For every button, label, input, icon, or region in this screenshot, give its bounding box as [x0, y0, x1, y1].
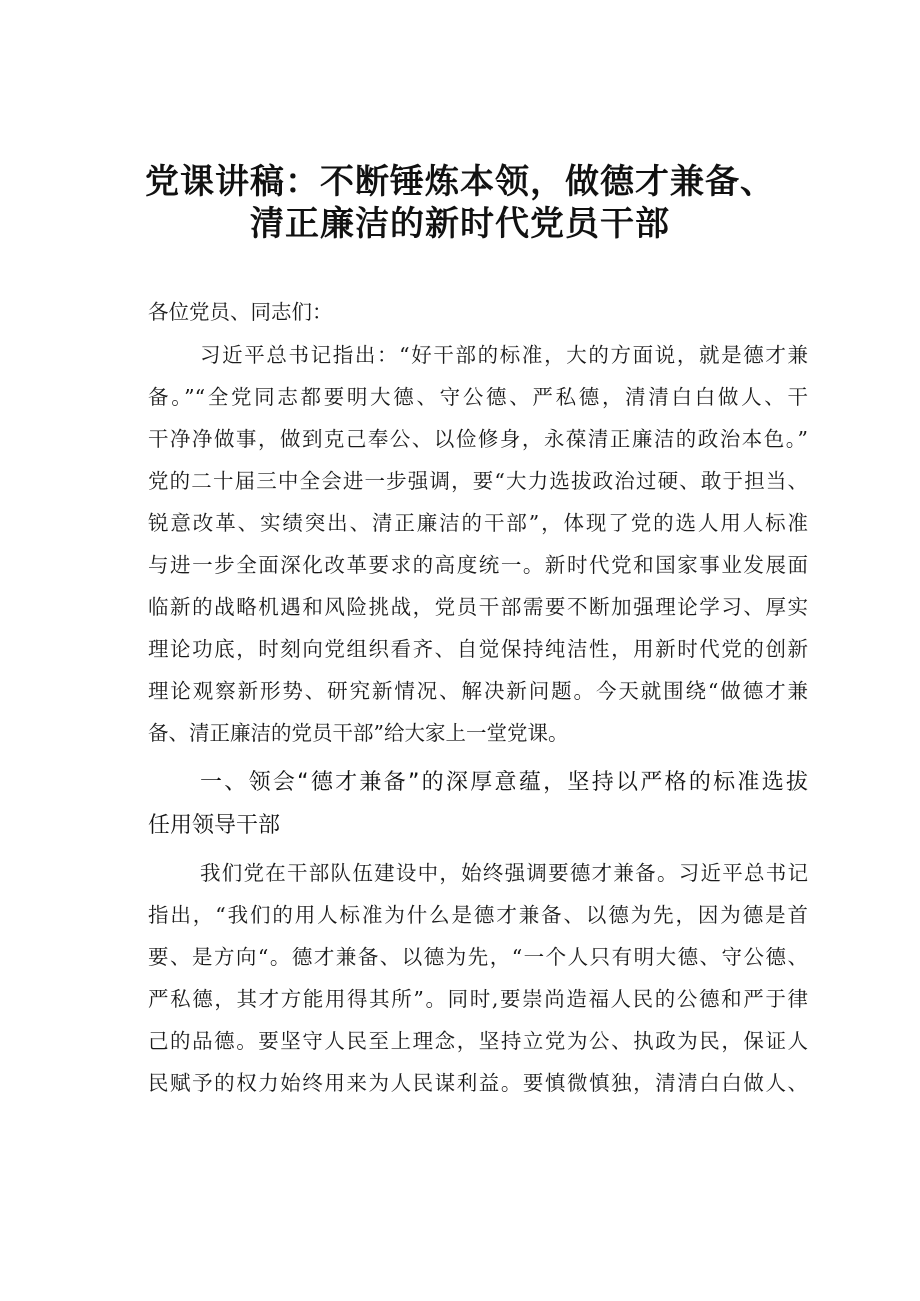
section-paragraph-line: 民赋予的权力始终用来为人民谋利益。要慎微慎独，清清白白做人、	[148, 1071, 808, 1095]
intro-paragraph-line: 习近平总书记指出：“好干部的标准，大的方面说，就是德才兼	[200, 343, 808, 367]
section-paragraph-line: 严私德，其才方能用得其所”。同时,要崇尚造福人民的公德和严于律	[148, 987, 808, 1011]
intro-paragraph-line: 党的二十届三中全会进一步强调，要“大力选拔政治过硬、敢于担当、	[148, 469, 808, 493]
salutation: 各位党员、同志们：	[148, 300, 333, 324]
section-paragraph-line: 指出，“我们的用人标准为什么是德才兼备、以德为先，因为德是首	[148, 903, 808, 927]
intro-paragraph-line: 锐意改革、实绩突出、清正廉洁的干部”，体现了党的选人用人标准	[148, 511, 808, 535]
section-paragraph-line: 我们党在干部队伍建设中，始终强调要德才兼备。习近平总书记	[200, 861, 808, 885]
intro-paragraph-line: 干净净做事，做到克己奉公、以俭修身，永葆清正廉洁的政治本色。”	[148, 427, 808, 451]
intro-paragraph-line: 备、清正廉洁的党员干部”给大家上一堂党课。	[148, 721, 569, 745]
intro-paragraph-line: 备。”“全党同志都要明大德、守公德、严私德，清清白白做人、干	[148, 385, 808, 409]
section-heading-line-1: 一、领会“德才兼备”的深厚意蕴，坚持以严格的标准选拔	[200, 770, 808, 795]
section-paragraph-line: 己的品德。要坚守人民至上理念，坚持立党为公、执政为民，保证人	[148, 1029, 808, 1053]
document-title-line-2: 清正廉洁的新时代党员干部	[250, 204, 670, 244]
document-title-line-1: 党课讲稿：不断锤炼本领，做德才兼备、	[145, 162, 775, 202]
intro-paragraph-line: 理论观察新形势、研究新情况、解决新问题。今天就围绕“做德才兼	[148, 679, 808, 703]
intro-paragraph-line: 与进一步全面深化改革要求的高度统一。新时代党和国家事业发展面	[148, 553, 808, 577]
intro-paragraph-line: 临新的战略机遇和风险挑战，党员干部需要不断加强理论学习、厚实	[148, 595, 808, 619]
section-paragraph-line: 要、是方向“。德才兼备、以德为先，“一个人只有明大德、守公德、	[148, 945, 808, 969]
intro-paragraph-line: 理论功底，时刻向党组织看齐、自觉保持纯洁性，用新时代党的创新	[148, 637, 808, 661]
section-heading-line-2: 任用领导干部	[148, 813, 281, 838]
